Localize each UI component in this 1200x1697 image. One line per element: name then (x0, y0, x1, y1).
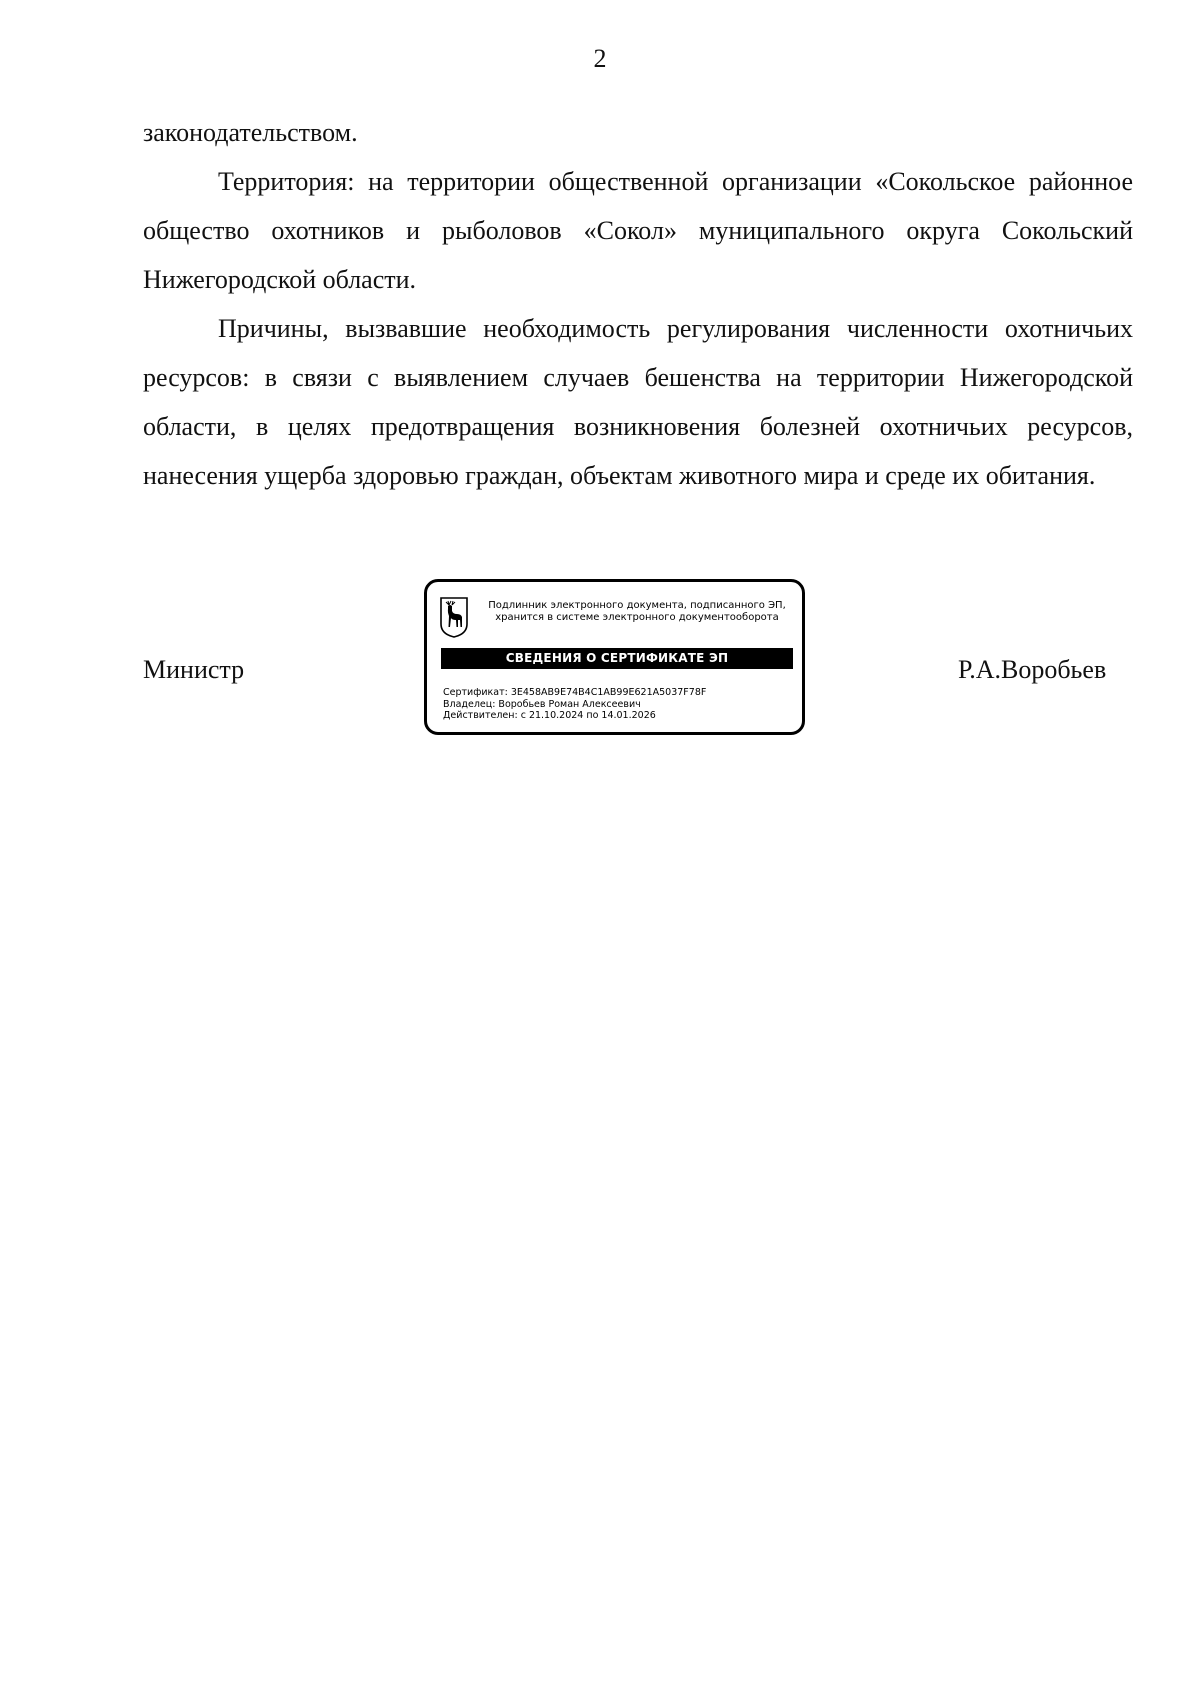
signatory-name: Р.А.Воробьев (958, 655, 1107, 684)
paragraph-territory: Территория: на территории общественной организации «Сокольское районное общество охотников и рыболовов «Сокол» муниципального округа Сокольский Нижегородской области. (143, 167, 1133, 294)
electronic-signature-stamp (424, 579, 805, 735)
certificate-number: Сертификат: 3E458AB9E74B4C1AB99E621A5037F78F (443, 687, 707, 698)
paragraph-reasons: Причины, вызвавшие необходимость регулирования численности охотничьих ресурсов: в связи с выявлением случаев бешенства на территории Нижегородской области, в целях предотвращения возникновения болезней охотничьих ресурсов, нанесения ущерба здоровью граждан, объектам животного мира и среде их обитания. (143, 314, 1133, 490)
stamp-header-line1: Подлинник электронного документа, подписанного ЭП, (488, 600, 786, 611)
certificate-info-title: СВЕДЕНИЯ О СЕРТИФИКАТЕ ЭП (441, 648, 793, 669)
signature-title: Министр (143, 655, 245, 684)
certificate-details (443, 687, 706, 722)
certificate-owner: Владелец: Воробьев Роман Алексеевич (443, 698, 641, 710)
page-number: 2 (593, 44, 607, 73)
nizhny-novgorod-deer-emblem-icon (439, 596, 469, 638)
paragraph-continuation: законодательством. (143, 118, 358, 147)
stamp-header (477, 600, 797, 624)
certificate-validity: Действителен: с 21.10.2024 по 14.01.2026 (443, 710, 656, 721)
stamp-header-line2: хранится в системе электронного документооборота (495, 612, 779, 623)
body-text (143, 108, 1133, 500)
